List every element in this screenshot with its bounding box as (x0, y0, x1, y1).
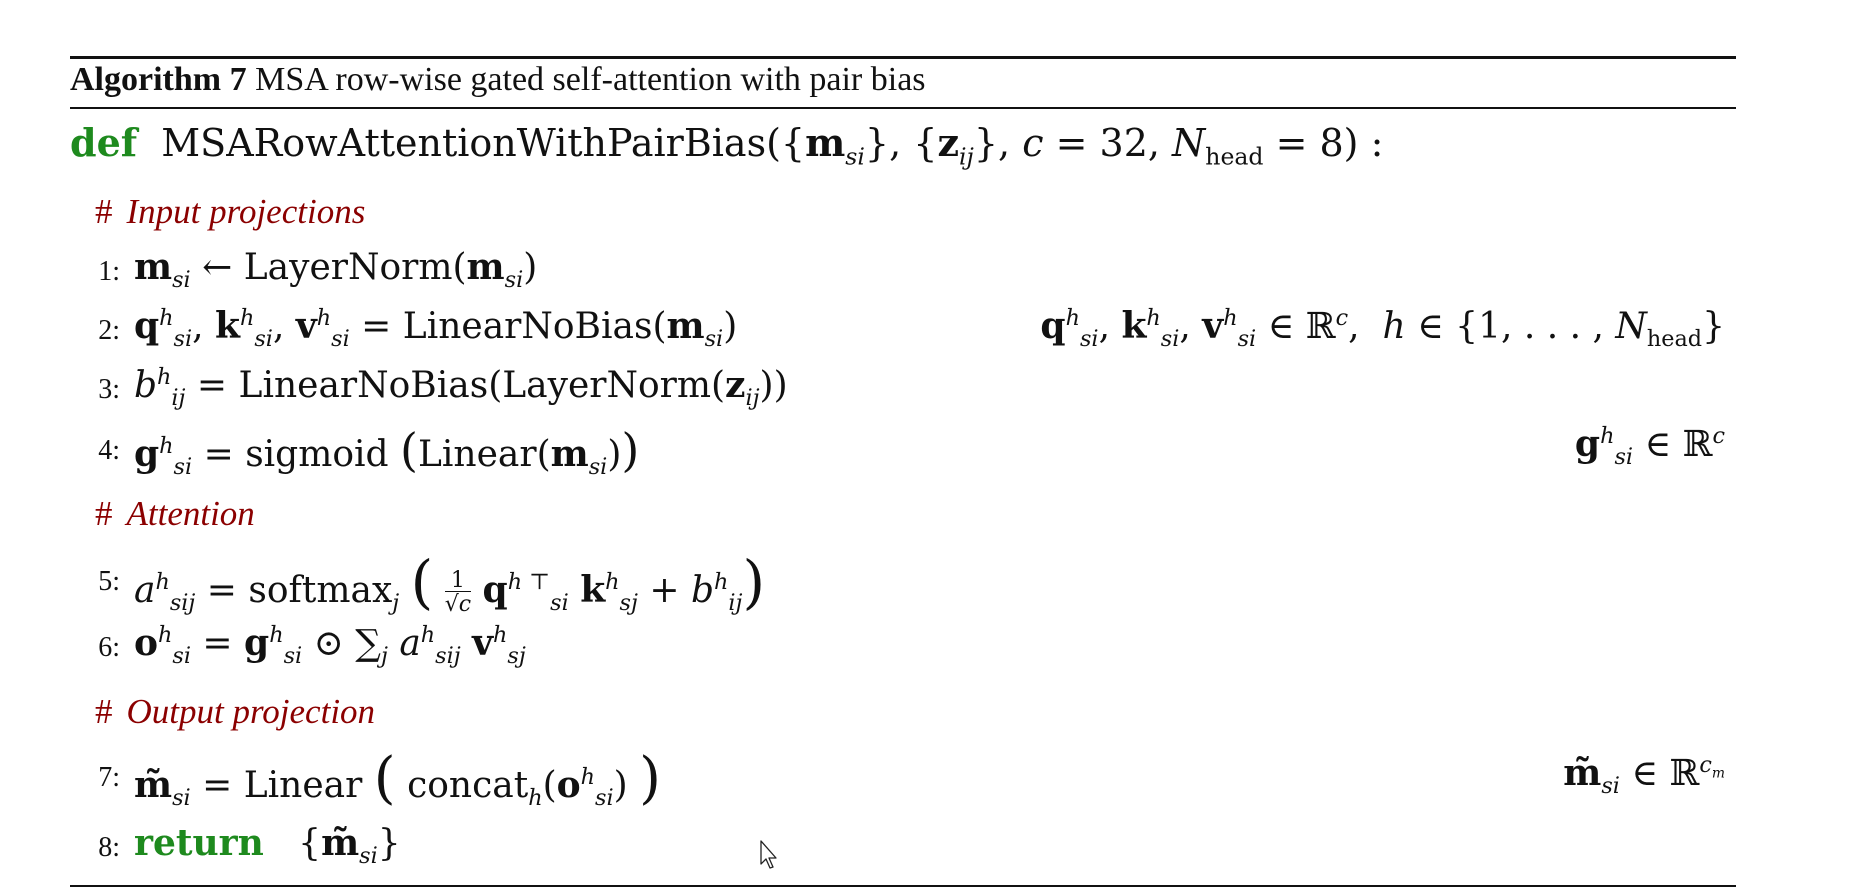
line-expression: $q^h_{si}$, $k^h_{si}$, $v^h_{si}$ = $LinearNoBias(m_{si})$ (134, 305, 738, 353)
line-annotation: $g^h_{si}$ ∈ ℝ$^c$ (1574, 423, 1725, 471)
line-expression: $b^h_{ij}$ = $LinearNoBias(LayerNorm(z_{ij}))$ (134, 364, 788, 412)
line-number: 7: (98, 762, 120, 793)
mouse-cursor-icon (760, 840, 780, 870)
line-annotation: $m̃_{si}$ ∈ ℝ$^{c_m}$ (1563, 752, 1725, 800)
line-number: 2: (98, 315, 120, 346)
bottom-rule (70, 885, 1736, 887)
comment-text: Input projections (126, 192, 366, 231)
algorithm-line-2 (0, 305, 1871, 361)
algorithm-line-3 (0, 364, 1871, 420)
comment-text: Attention (126, 494, 255, 533)
algorithm-line-6 (0, 622, 1871, 678)
algorithm-label: Algorithm 7 (70, 61, 247, 98)
algorithm-line-7 (0, 746, 1871, 812)
line-number: 5: (98, 566, 120, 597)
algorithm-line-5 (0, 548, 1871, 617)
line-annotation: $q^h_{si}$, $k^h_{si}$, $v^h_{si}$ ∈ ℝ$^c$, h ∈ {1, . . . , $N_{head}$} (1040, 305, 1725, 353)
algorithm-caption (70, 60, 926, 100)
algorithm-line-8 (0, 822, 1871, 878)
caption-rule (70, 107, 1736, 109)
comment-text: Output projection (126, 692, 376, 731)
signature-math: $MSARowAttentionWithPairBias(\{m_{si}\}$, $\{z_{ij}\}$, c = 32, $N_{head} = 8$) : (161, 120, 1384, 171)
algorithm-line-4 (0, 423, 1871, 479)
top-rule (70, 56, 1736, 59)
line-number: 1: (98, 256, 120, 287)
comment-output-projection: # Output projection (95, 692, 376, 731)
return-keyword: return (134, 822, 264, 864)
line-expression: return $\{m̃_{si}\}$ (134, 822, 401, 870)
line-number: 3: (98, 374, 120, 405)
line-expression: $g^h_{si}$ = sigmoid $(Linear(m_{si}))$ (134, 423, 640, 481)
comment-input-projections: # Input projections (95, 192, 366, 231)
function-signature (70, 120, 1384, 171)
comment-attention: # Attention (95, 494, 255, 533)
line-expression: $m_{si}$ ← $LayerNorm(m_{si})$ (134, 246, 538, 294)
algorithm-title: MSA row-wise gated self-attention with pair bias (255, 61, 926, 98)
line-number: 8: (98, 832, 120, 863)
line-expression: $a^h_{sij}$ = softmax$_j$ ( 1 √c $q^{h ⊤}_{si}$ $k^h_{sj} + b^h_{ij}$) (134, 548, 766, 617)
line-number: 6: (98, 632, 120, 663)
line-number: 4: (98, 435, 120, 466)
line-expression: $m̃_{si}$ = Linear ( $concat_h(o^h_{si})$ ) (134, 746, 661, 812)
line-expression: $o^h_{si} = g^h_{si}$ ⊙ $\sum_j$ $a^h_{sij}$ $v^h_{sj}$ (134, 622, 526, 670)
algorithm-line-1 (0, 246, 1871, 302)
def-keyword: def (70, 120, 138, 165)
